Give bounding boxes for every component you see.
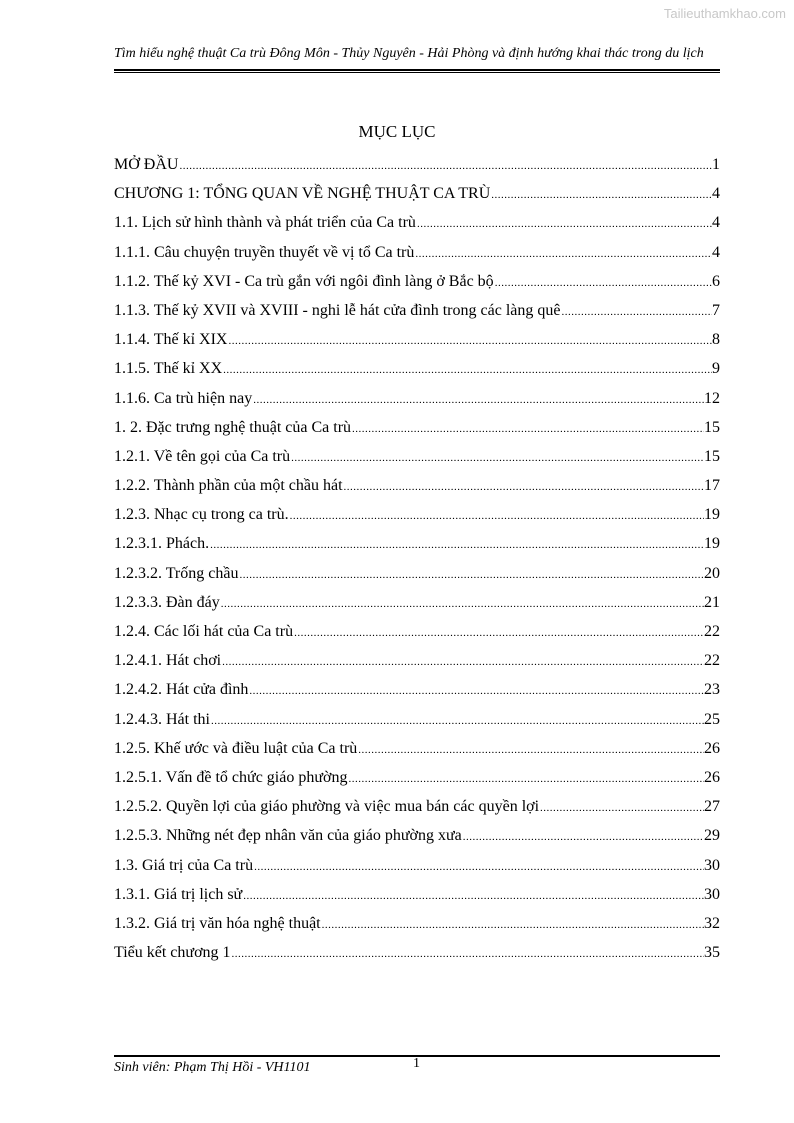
toc-dot-leader — [321, 919, 704, 931]
toc-entry[interactable] — [114, 623, 720, 652]
toc-entry-title: 1.2.3.2. Trống chầu — [114, 564, 239, 582]
toc-entry-title: 1.2.5. Khế ước và điều luật của Ca trù — [114, 739, 358, 757]
toc-dot-leader — [242, 890, 704, 902]
toc-dot-leader — [220, 598, 704, 610]
toc-entry-title: 1.2.5.1. Vấn đề tổ chức giáo phường — [114, 768, 348, 786]
toc-entry-title: 1.1.6. Ca trù hiện nay — [114, 389, 253, 407]
toc-dot-leader — [210, 715, 704, 727]
toc-dot-leader — [494, 277, 712, 289]
toc-entry-title: 1.1.5. Thế kỉ XX — [114, 360, 223, 378]
toc-entry-page: 20 — [704, 564, 720, 582]
toc-entry-title: 1.3.2. Giá trị văn hóa nghệ thuật — [114, 914, 321, 932]
toc-dot-leader — [227, 335, 712, 347]
toc-entry[interactable] — [114, 244, 720, 273]
toc-entry-page: 26 — [704, 768, 720, 786]
toc-dot-leader — [347, 773, 704, 785]
toc-entry-page: 23 — [704, 681, 720, 699]
toc-entry[interactable] — [114, 798, 720, 827]
toc-entry[interactable] — [114, 331, 720, 360]
toc-entry[interactable] — [114, 185, 720, 214]
toc-dot-leader — [357, 744, 704, 756]
toc-entry-title: 1.1.3. Thế kỷ XVII và XVIII - nghi lễ hát cửa đình trong các làng quê — [114, 301, 561, 319]
toc-dot-leader — [248, 685, 704, 697]
footer-student: Sinh viên: Phạm Thị Hồi - VH1101 — [114, 1060, 311, 1075]
toc-entry-title: Tiểu kết chương 1 — [114, 944, 231, 962]
toc-entry-title: 1.1.4. Thế kỉ XIX — [114, 331, 228, 349]
toc-dot-leader — [490, 189, 712, 201]
toc-entry-title: 1.1. Lịch sử hình thành và phát triển của Ca trù — [114, 214, 416, 232]
toc-dot-leader — [253, 861, 704, 873]
toc-entry-title: 1.2.5.3. Những nét đẹp nhân văn của giáo phường xưa — [114, 827, 462, 845]
toc-entry[interactable] — [114, 652, 720, 681]
toc-entry-page: 15 — [704, 418, 720, 436]
toc-entry-title: 1.2.4. Các lối hát của Ca trù — [114, 623, 294, 640]
footer-page-number: 1 — [413, 1056, 420, 1071]
header-rule — [114, 69, 720, 73]
toc-entry[interactable] — [114, 769, 720, 798]
toc-entry-page: 7 — [712, 301, 720, 319]
toc-dot-leader — [290, 452, 704, 464]
toc-entry-page: 9 — [712, 360, 720, 378]
toc-entry[interactable] — [114, 273, 720, 302]
toc-entry-page: 12 — [704, 389, 720, 407]
toc-entry-title: 1.2.3. Nhạc cụ trong ca trù. — [114, 506, 289, 524]
toc-entry-title: 1.3. Giá trị của Ca trù — [114, 856, 254, 874]
toc-entry-page: 6 — [712, 272, 720, 290]
toc-entry-title: 1.3.1. Giá trị lịch sử — [114, 885, 243, 903]
toc-entry[interactable] — [114, 419, 720, 448]
toc-entry-title: 1.1.1. Câu chuyện truyền thuyết về vị tổ Ca trù — [114, 243, 415, 261]
toc-entry[interactable] — [114, 740, 720, 769]
toc-entry[interactable] — [114, 156, 720, 185]
toc-entry[interactable] — [114, 857, 720, 886]
toc-entry-title: 1.1.2. Thế kỷ XVI - Ca trù gắn với ngôi đình làng ở Bắc bộ — [114, 272, 494, 290]
toc-entry-page: 29 — [704, 827, 720, 845]
toc-entry-title: CHƯƠNG 1: TỔNG QUAN VỀ NGHỆ THUẬT CA TRÙ — [114, 185, 491, 203]
toc-entry[interactable] — [114, 535, 720, 564]
toc-entry-title: MỞ ĐẦU — [114, 156, 179, 173]
toc-entry-page: 4 — [712, 185, 720, 203]
toc-entry-page: 19 — [704, 535, 720, 553]
toc-entry[interactable] — [114, 506, 720, 535]
toc-dot-leader — [462, 831, 704, 843]
toc-dot-leader — [539, 802, 704, 814]
toc-dot-leader — [560, 306, 712, 318]
toc-entry-title: 1.2.5.2. Quyền lợi của giáo phường và việc mua bán các quyền lợi — [114, 798, 540, 816]
toc-entry-page: 35 — [704, 944, 720, 962]
toc-entry[interactable] — [114, 827, 720, 856]
toc-entry-page: 4 — [712, 214, 720, 232]
toc-entry[interactable] — [114, 886, 720, 915]
toc-entry-page: 22 — [704, 623, 720, 640]
toc-entry[interactable] — [114, 681, 720, 710]
toc-title: MỤC LỤC — [358, 122, 436, 141]
toc-entry[interactable] — [114, 944, 720, 973]
toc-dot-leader — [178, 160, 712, 172]
toc-entry-page: 32 — [704, 914, 720, 932]
toc-dot-leader — [221, 656, 704, 668]
toc-entry-page: 19 — [704, 506, 720, 524]
watermark-text: Tailieuthamkhao.com — [663, 6, 786, 21]
toc-entry-page: 1 — [712, 156, 720, 173]
toc-entry-page: 21 — [704, 593, 720, 611]
toc-dot-leader — [414, 248, 712, 260]
toc-entry-page: 26 — [704, 739, 720, 757]
toc-entry-page: 15 — [704, 447, 720, 465]
toc-entry-page: 30 — [704, 856, 720, 874]
toc-entry-title: 1.2.2. Thành phần của một chầu hát — [114, 477, 343, 495]
toc-entry[interactable] — [114, 565, 720, 594]
toc-dot-leader — [222, 364, 712, 376]
toc-dot-leader — [252, 394, 704, 406]
toc-entry-title: 1.2.3.1. Phách. — [114, 535, 210, 553]
toc-entry-title: 1.2.4.1. Hát chơi — [114, 652, 222, 670]
toc-entry[interactable] — [114, 390, 720, 419]
toc-entry[interactable] — [114, 302, 720, 331]
toc-entry-page: 17 — [704, 477, 720, 495]
toc-dot-leader — [416, 218, 712, 230]
toc-entry[interactable] — [114, 711, 720, 740]
toc-entry[interactable] — [114, 360, 720, 389]
toc-entry-page: 25 — [704, 710, 720, 728]
toc-dot-leader — [293, 627, 704, 639]
toc-entry[interactable] — [114, 214, 720, 243]
toc-entry-title: 1.2.4.2. Hát cửa đình — [114, 681, 249, 699]
toc-dot-leader — [231, 948, 704, 960]
toc-entry[interactable] — [114, 477, 720, 506]
table-of-contents — [114, 156, 720, 973]
toc-entry[interactable] — [114, 594, 720, 623]
toc-entry-title: 1. 2. Đặc trưng nghệ thuật của Ca trù — [114, 418, 352, 436]
toc-dot-leader — [209, 539, 704, 551]
toc-entry-title: 1.2.3.3. Đàn đáy — [114, 593, 220, 611]
toc-entry-title: 1.2.4.3. Hát thi — [114, 710, 210, 728]
toc-entry[interactable] — [114, 915, 720, 944]
toc-dot-leader — [343, 481, 704, 493]
toc-dot-leader — [238, 569, 704, 581]
toc-entry-page: 4 — [712, 243, 720, 261]
toc-entry-title: 1.2.1. Về tên gọi của Ca trù — [114, 447, 291, 465]
toc-dot-leader — [289, 510, 704, 522]
toc-dot-leader — [351, 423, 704, 435]
toc-entry-page: 22 — [704, 652, 720, 670]
running-header: Tìm hiểu nghệ thuật Ca trù Đông Môn - Thủy Nguyên - Hải Phòng và định hướng khai thác trong du lịch — [114, 46, 704, 61]
toc-entry-page: 30 — [704, 885, 720, 903]
toc-entry-page: 8 — [712, 331, 720, 349]
toc-entry[interactable] — [114, 448, 720, 477]
toc-entry-page: 27 — [704, 798, 720, 816]
